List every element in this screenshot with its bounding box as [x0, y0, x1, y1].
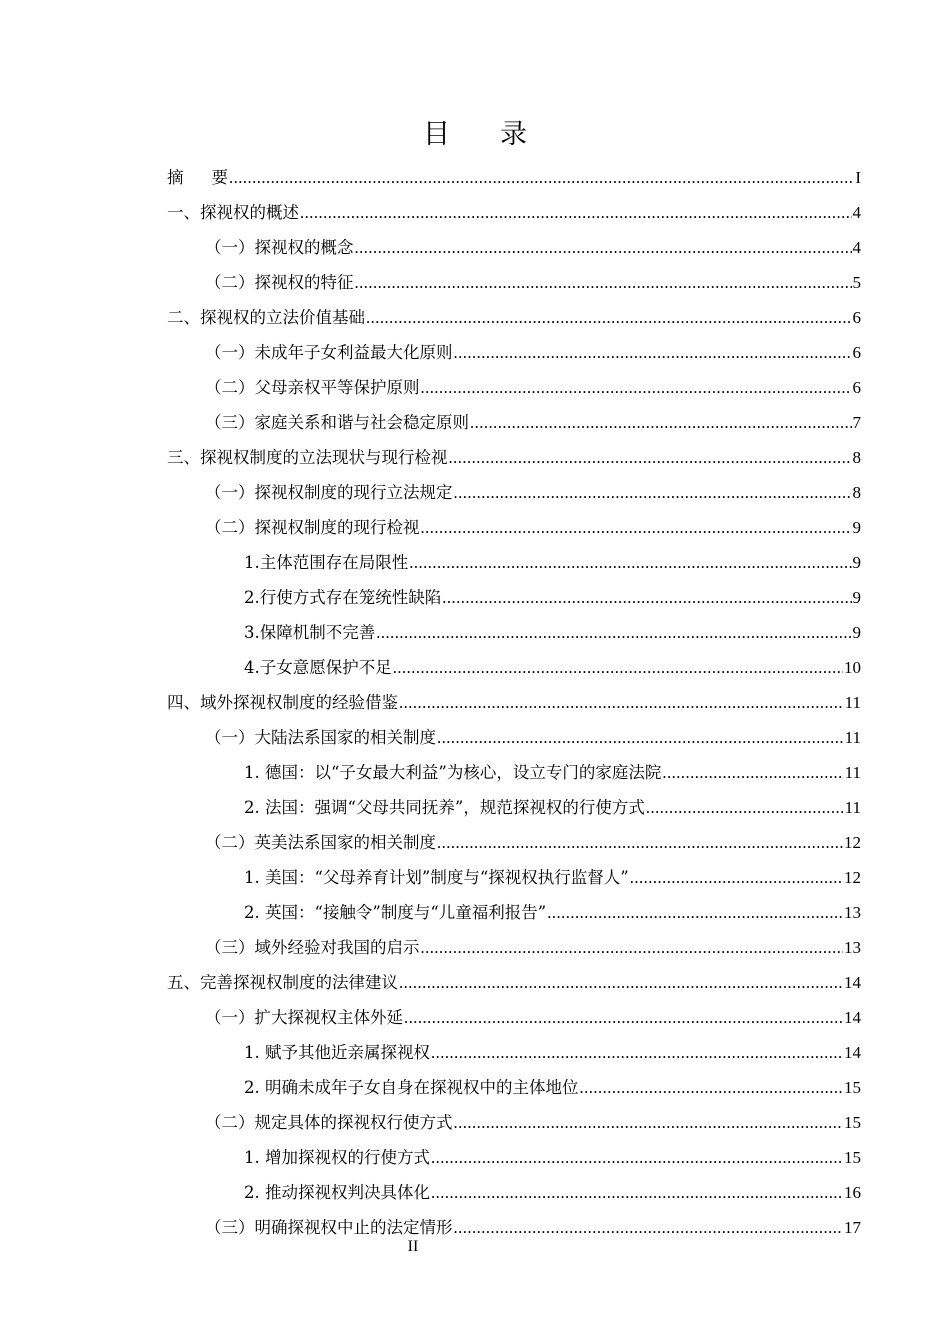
toc-page-number: 17	[844, 1218, 861, 1237]
toc-entry-text: 3.保障机制不完善	[244, 623, 376, 642]
toc-entry-level-3[interactable]	[167, 790, 861, 825]
toc-entry-text: 一、探视权的概述	[167, 203, 299, 222]
toc-entry-text: 2. 明确未成年子女自身在探视权中的主体地位	[244, 1078, 579, 1097]
toc-dot-leader	[431, 1175, 843, 1210]
toc-dot-leader	[630, 860, 843, 895]
toc-page-number: 6	[852, 308, 861, 327]
toc-page-number: 6	[852, 343, 861, 362]
toc-dot-leader	[409, 545, 851, 580]
toc-page-number: 13	[844, 903, 861, 922]
toc-entry-text: 4.子女意愿保护不足	[244, 658, 392, 677]
toc-dot-leader	[376, 615, 851, 650]
toc-entry-level-3[interactable]	[167, 1175, 861, 1210]
toc-entry-level-3[interactable]	[167, 615, 861, 650]
toc-entry-text: （三）域外经验对我国的启示	[205, 938, 420, 957]
toc-page-number: 9	[852, 588, 861, 607]
toc-entry-level-2[interactable]	[167, 475, 861, 510]
toc-entry-level-2[interactable]	[167, 335, 861, 370]
toc-entry-level-2[interactable]	[167, 405, 861, 440]
toc-page-number: 16	[844, 1183, 861, 1202]
toc-dot-leader	[662, 755, 843, 790]
toc-entry-text: （一）探视权的概念	[205, 238, 354, 257]
toc-dot-leader	[442, 580, 851, 615]
toc-page-number: 6	[852, 378, 861, 397]
toc-dot-leader	[547, 895, 843, 930]
toc-dot-leader	[300, 195, 852, 230]
toc-entry-level-3[interactable]	[167, 1070, 861, 1105]
toc-entry-text: （二）规定具体的探视权行使方式	[205, 1113, 453, 1132]
toc-title-char-2: 录	[500, 119, 527, 150]
toc-entry-level-3[interactable]	[167, 895, 861, 930]
toc-entry-text: 1. 赋予其他近亲属探视权	[244, 1043, 430, 1062]
toc-page-number: 14	[844, 1043, 861, 1062]
toc-entry-level-1[interactable]	[167, 300, 861, 335]
toc-dot-leader	[355, 265, 852, 300]
toc-dot-leader	[355, 230, 852, 265]
toc-page-number: 9	[852, 518, 861, 537]
toc-page-number: 11	[844, 798, 861, 817]
toc-page-number: 10	[844, 658, 861, 677]
toc-dot-leader	[431, 1140, 843, 1175]
toc-page-number: 9	[852, 623, 861, 642]
abstract-char-2: 要	[211, 168, 228, 187]
toc-page-number: 11	[844, 763, 861, 782]
toc-entry-text: （二）英美法系国家的相关制度	[205, 833, 436, 852]
toc-entry-text: （一）探视权制度的现行立法规定	[205, 483, 453, 502]
toc-dot-leader	[399, 965, 843, 1000]
toc-entry-text: （二）探视权制度的现行检视	[205, 518, 420, 537]
toc-list	[167, 160, 861, 1245]
toc-entry-level-1[interactable]	[167, 685, 861, 720]
toc-entry-text: （二）探视权的特征	[205, 273, 354, 292]
toc-page-number: 12	[844, 833, 861, 852]
toc-title	[0, 112, 950, 151]
toc-entry-text: （一）未成年子女利益最大化原则	[205, 343, 453, 362]
toc-entry-level-2[interactable]	[167, 930, 861, 965]
toc-dot-leader	[399, 685, 844, 720]
toc-entry-text: 1.主体范围存在局限性	[244, 553, 409, 572]
toc-entry-level-2[interactable]	[167, 510, 861, 545]
toc-page-number: 15	[844, 1148, 861, 1167]
abstract-char-1: 摘	[167, 168, 184, 187]
toc-page-number: 11	[844, 728, 861, 747]
toc-entry-text: 1. 美国：“父母养育计划”制度与“探视权执行监督人”	[244, 868, 629, 887]
toc-dot-leader	[646, 790, 844, 825]
toc-entry-level-3[interactable]	[167, 650, 861, 685]
toc-page-number: 12	[844, 868, 861, 887]
toc-entry-text: 2. 英国：“接触令”制度与“儿童福利报告”	[244, 903, 547, 922]
toc-dot-leader	[229, 160, 854, 195]
toc-entry-level-2[interactable]	[167, 230, 861, 265]
toc-dot-leader	[454, 335, 852, 370]
toc-entry-text	[167, 160, 228, 195]
toc-dot-leader	[404, 1000, 843, 1035]
toc-entry-level-3[interactable]	[167, 580, 861, 615]
toc-dot-leader	[437, 825, 843, 860]
toc-entry-level-1[interactable]	[167, 965, 861, 1000]
toc-dot-leader	[421, 510, 852, 545]
toc-page-number: 8	[852, 448, 861, 467]
toc-entry-text: （一）扩大探视权主体外延	[205, 1008, 403, 1027]
toc-dot-leader	[580, 1070, 844, 1105]
page-footer-number: II	[407, 1238, 419, 1255]
toc-entry-level-1[interactable]	[167, 195, 861, 230]
toc-entry-level-3[interactable]	[167, 545, 861, 580]
toc-dot-leader	[366, 300, 852, 335]
toc-dot-leader	[454, 475, 852, 510]
toc-entry-level-3[interactable]	[167, 1035, 861, 1070]
toc-dot-leader	[421, 370, 852, 405]
toc-entry-level-2[interactable]	[167, 825, 861, 860]
toc-page-number: 13	[844, 938, 861, 957]
toc-entry-text: 2. 推动探视权判决具体化	[244, 1183, 430, 1202]
toc-dot-leader	[431, 1035, 843, 1070]
toc-entry-text: 2. 法国：强调“父母共同抚养”，规范探视权的行使方式	[244, 798, 645, 817]
toc-entry-level-3[interactable]	[167, 1140, 861, 1175]
toc-page-number: 9	[852, 553, 861, 572]
toc-entry-level-1[interactable]	[167, 440, 861, 475]
toc-page-number: 15	[844, 1078, 861, 1097]
toc-entry-text: 二、探视权的立法价值基础	[167, 308, 365, 327]
toc-dot-leader	[421, 930, 844, 965]
toc-title-char-1: 目	[423, 119, 450, 150]
toc-page-number: 15	[844, 1113, 861, 1132]
toc-dot-leader	[454, 1105, 844, 1140]
toc-entry-text: （三）家庭关系和谐与社会稳定原则	[205, 413, 469, 432]
toc-page-number: 11	[844, 693, 861, 712]
toc-entry-text: （二）父母亲权平等保护原则	[205, 378, 420, 397]
toc-page-number: 8	[852, 483, 861, 502]
toc-page-number: 14	[844, 1008, 861, 1027]
toc-entry-text: （一）大陆法系国家的相关制度	[205, 728, 436, 747]
toc-entry-text: （三）明确探视权中止的法定情形	[205, 1218, 453, 1237]
toc-page-number: 14	[844, 973, 861, 992]
toc-entry-text: 1. 增加探视权的行使方式	[244, 1148, 430, 1167]
toc-entry-level-2[interactable]	[167, 370, 861, 405]
toc-page-number: 4	[852, 238, 861, 257]
toc-entry-text: 四、域外探视权制度的经验借鉴	[167, 693, 398, 712]
toc-entry-level-2[interactable]	[167, 1000, 861, 1035]
toc-page-number: 4	[852, 203, 861, 222]
toc-dot-leader	[437, 720, 844, 755]
toc-page-number: I	[855, 168, 861, 187]
toc-page-number: 5	[852, 273, 861, 292]
toc-dot-leader	[393, 650, 843, 685]
toc-entry-level-2[interactable]	[167, 720, 861, 755]
toc-entry-level-3[interactable]	[167, 860, 861, 895]
toc-entry-text: 1. 德国：以“子女最大利益”为核心，设立专门的家庭法院	[244, 763, 662, 782]
toc-dot-leader	[470, 405, 852, 440]
toc-entry-level-3[interactable]	[167, 755, 861, 790]
toc-entry-text: 五、完善探视权制度的法律建议	[167, 973, 398, 992]
toc-entry-abstract[interactable]	[167, 160, 861, 195]
toc-entry-level-2[interactable]	[167, 265, 861, 300]
toc-entry-text: 三、探视权制度的立法现状与现行检视	[167, 448, 448, 467]
toc-entry-level-2[interactable]	[167, 1105, 861, 1140]
toc-entry-text: 2.行使方式存在笼统性缺陷	[244, 588, 442, 607]
toc-dot-leader	[449, 440, 852, 475]
toc-page-number: 7	[852, 413, 861, 432]
